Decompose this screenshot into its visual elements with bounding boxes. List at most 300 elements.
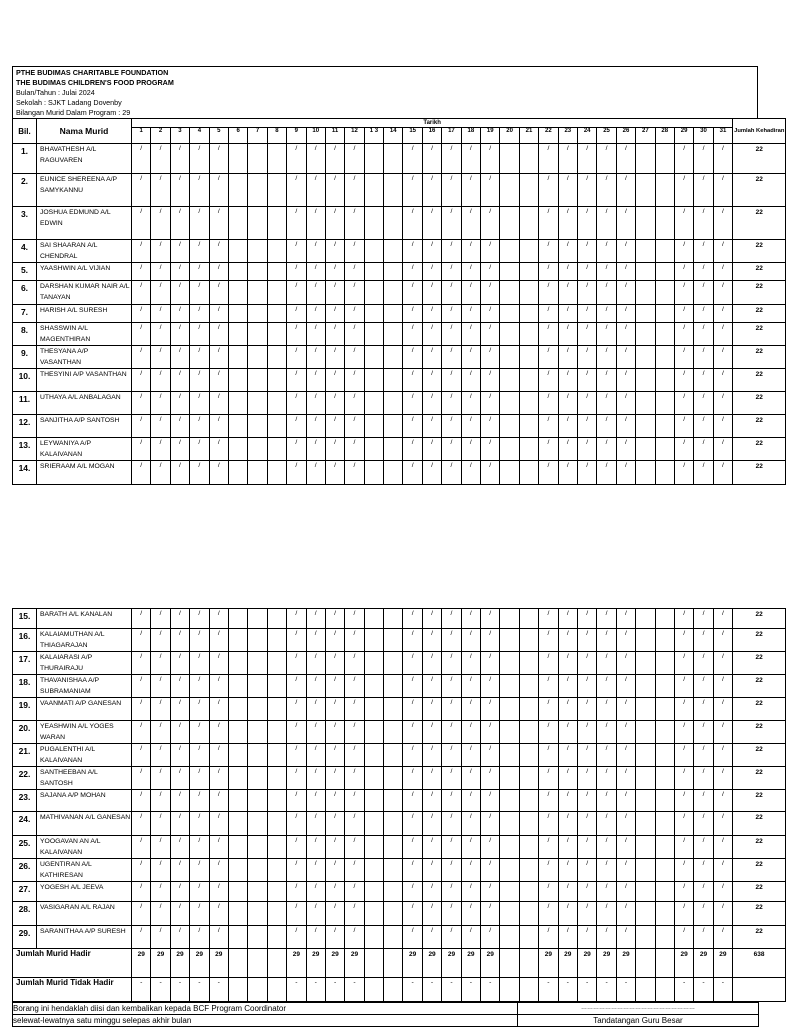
day-header: 12 <box>345 128 364 144</box>
attendance-cell-day-5: / <box>209 790 228 812</box>
attendance-cell-day-13 <box>364 882 383 902</box>
attendance-cell-day-7 <box>248 721 267 744</box>
attendance-cell-day-21 <box>519 698 538 721</box>
attendance-cell-day-16: / <box>422 629 441 652</box>
form-header <box>12 66 758 118</box>
attendance-cell-day-28 <box>655 369 674 392</box>
attendance-cell-day-13 <box>364 438 383 461</box>
attendance-cell-day-28 <box>655 652 674 675</box>
attendance-cell-day-10: / <box>306 144 325 174</box>
student-row <box>13 698 786 721</box>
attendance-cell-day-13 <box>364 926 383 949</box>
attendance-cell-day-19: / <box>481 392 500 415</box>
student-name: THAVANISHAA A/P SUBRAMANIAM <box>37 675 132 698</box>
attendance-cell-day-6 <box>228 346 247 369</box>
attendance-cell-day-7 <box>248 882 267 902</box>
student-name: KALAIARASI A/P THURAIRAJU <box>37 652 132 675</box>
attendance-cell-day-13 <box>364 675 383 698</box>
attendance-cell-day-11: / <box>325 790 344 812</box>
attendance-cell-day-15: / <box>403 675 422 698</box>
attendance-cell-day-8 <box>267 369 286 392</box>
attendance-cell-day-1: / <box>132 461 151 485</box>
attendance-cell-day-13 <box>364 415 383 438</box>
attendance-cell-day-13 <box>364 652 383 675</box>
attendance-cell-day-17: / <box>442 767 461 790</box>
attendance-cell-day-20 <box>500 926 519 949</box>
absent-count-day-16: - <box>422 978 441 1002</box>
attendance-cell-day-14 <box>384 369 403 392</box>
attendance-cell-day-4: / <box>190 263 209 281</box>
attendance-cell-day-4: / <box>190 812 209 836</box>
attendance-cell-day-7 <box>248 926 267 949</box>
attendance-cell-day-31: / <box>713 767 732 790</box>
attendance-cell-day-4: / <box>190 926 209 949</box>
attendance-cell-day-28 <box>655 281 674 305</box>
attendance-cell-day-16: / <box>422 263 441 281</box>
attendance-total: 22 <box>733 207 786 240</box>
attendance-cell-day-8 <box>267 629 286 652</box>
attendance-cell-day-8 <box>267 767 286 790</box>
attendance-cell-day-10: / <box>306 207 325 240</box>
attendance-cell-day-27 <box>636 369 655 392</box>
attendance-cell-day-23: / <box>558 652 577 675</box>
attendance-cell-day-4: / <box>190 675 209 698</box>
attendance-cell-day-22: / <box>539 346 558 369</box>
attendance-cell-day-11: / <box>325 207 344 240</box>
attendance-cell-day-26: / <box>616 859 635 882</box>
attendance-cell-day-24: / <box>577 323 596 346</box>
attendance-cell-day-5: / <box>209 767 228 790</box>
attendance-cell-day-10: / <box>306 652 325 675</box>
attendance-cell-day-3: / <box>170 263 189 281</box>
student-number: 15. <box>13 609 37 629</box>
attendance-cell-day-8 <box>267 675 286 698</box>
attendance-cell-day-30: / <box>694 369 713 392</box>
attendance-cell-day-23: / <box>558 174 577 207</box>
attendance-cell-day-25: / <box>597 369 616 392</box>
attendance-cell-day-3: / <box>170 305 189 323</box>
attendance-cell-day-7 <box>248 744 267 767</box>
attendance-cell-day-23: / <box>558 323 577 346</box>
attendance-cell-day-25: / <box>597 207 616 240</box>
attendance-cell-day-12: / <box>345 281 364 305</box>
attendance-cell-day-23: / <box>558 346 577 369</box>
attendance-cell-day-2: / <box>151 323 170 346</box>
attendance-cell-day-15: / <box>403 369 422 392</box>
attendance-cell-day-11: / <box>325 859 344 882</box>
attendance-cell-day-21 <box>519 461 538 485</box>
attendance-cell-day-26: / <box>616 392 635 415</box>
attendance-cell-day-12: / <box>345 926 364 949</box>
day-header: 27 <box>636 128 655 144</box>
attendance-cell-day-7 <box>248 144 267 174</box>
attendance-cell-day-29: / <box>674 698 693 721</box>
attendance-cell-day-25: / <box>597 902 616 926</box>
attendance-cell-day-18: / <box>461 461 480 485</box>
attendance-cell-day-17: / <box>442 902 461 926</box>
attendance-cell-day-4: / <box>190 767 209 790</box>
attendance-cell-day-27 <box>636 438 655 461</box>
attendance-cell-day-13 <box>364 902 383 926</box>
absent-count-day-22: - <box>539 978 558 1002</box>
attendance-cell-day-6 <box>228 767 247 790</box>
present-count-day-28 <box>655 949 674 978</box>
attendance-cell-day-16: / <box>422 812 441 836</box>
attendance-cell-day-26: / <box>616 144 635 174</box>
attendance-cell-day-1: / <box>132 323 151 346</box>
attendance-cell-day-2: / <box>151 240 170 263</box>
day-header: 25 <box>597 128 616 144</box>
present-count-day-8 <box>267 949 286 978</box>
attendance-cell-day-18: / <box>461 240 480 263</box>
attendance-cell-day-7 <box>248 207 267 240</box>
attendance-cell-day-14 <box>384 461 403 485</box>
attendance-cell-day-18: / <box>461 652 480 675</box>
day-header: 23 <box>558 128 577 144</box>
attendance-cell-day-19: / <box>481 926 500 949</box>
day-header: 17 <box>442 128 461 144</box>
attendance-cell-day-26: / <box>616 438 635 461</box>
attendance-cell-day-15: / <box>403 629 422 652</box>
attendance-cell-day-9: / <box>287 263 306 281</box>
attendance-cell-day-7 <box>248 174 267 207</box>
attendance-cell-day-9: / <box>287 744 306 767</box>
attendance-cell-day-5: / <box>209 207 228 240</box>
student-number: 16. <box>13 629 37 652</box>
attendance-cell-day-21 <box>519 415 538 438</box>
attendance-cell-day-21 <box>519 902 538 926</box>
attendance-cell-day-3: / <box>170 323 189 346</box>
attendance-cell-day-18: / <box>461 263 480 281</box>
attendance-cell-day-1: / <box>132 698 151 721</box>
attendance-cell-day-29: / <box>674 369 693 392</box>
present-count-day-25: 29 <box>597 949 616 978</box>
attendance-cell-day-29: / <box>674 926 693 949</box>
attendance-cell-day-16: / <box>422 698 441 721</box>
attendance-cell-day-13 <box>364 346 383 369</box>
attendance-cell-day-21 <box>519 882 538 902</box>
attendance-cell-day-10: / <box>306 812 325 836</box>
attendance-cell-day-16: / <box>422 652 441 675</box>
attendance-cell-day-19: / <box>481 790 500 812</box>
present-count-day-6 <box>228 949 247 978</box>
attendance-cell-day-15: / <box>403 323 422 346</box>
attendance-cell-day-22: / <box>539 305 558 323</box>
attendance-cell-day-20 <box>500 698 519 721</box>
attendance-cell-day-25: / <box>597 812 616 836</box>
attendance-cell-day-20 <box>500 369 519 392</box>
student-row <box>13 207 786 240</box>
attendance-cell-day-12: / <box>345 392 364 415</box>
attendance-cell-day-31: / <box>713 207 733 240</box>
attendance-cell-day-2: / <box>151 882 170 902</box>
present-count-day-4: 29 <box>190 949 209 978</box>
attendance-cell-day-16: / <box>422 369 441 392</box>
attendance-cell-day-19: / <box>481 281 500 305</box>
attendance-cell-day-22: / <box>539 240 558 263</box>
attendance-cell-day-14 <box>384 263 403 281</box>
attendance-cell-day-15: / <box>403 281 422 305</box>
attendance-cell-day-11: / <box>325 438 344 461</box>
attendance-cell-day-12: / <box>345 369 364 392</box>
attendance-total: 22 <box>733 346 786 369</box>
attendance-cell-day-24: / <box>577 207 596 240</box>
absent-count-day-12: - <box>345 978 364 1002</box>
attendance-cell-day-8 <box>267 144 286 174</box>
attendance-cell-day-3: / <box>170 859 189 882</box>
attendance-cell-day-21 <box>519 767 538 790</box>
attendance-total: 22 <box>733 902 786 926</box>
attendance-cell-day-4: / <box>190 415 209 438</box>
attendance-cell-day-1: / <box>132 346 151 369</box>
attendance-cell-day-28 <box>655 438 674 461</box>
attendance-cell-day-20 <box>500 461 519 485</box>
day-header: 9 <box>287 128 306 144</box>
attendance-cell-day-17: / <box>442 415 461 438</box>
attendance-cell-day-15: / <box>403 609 422 629</box>
attendance-cell-day-17: / <box>442 698 461 721</box>
attendance-cell-day-21 <box>519 144 538 174</box>
attendance-cell-day-17: / <box>442 305 461 323</box>
attendance-cell-day-23: / <box>558 767 577 790</box>
attendance-cell-day-27 <box>636 144 655 174</box>
attendance-cell-day-19: / <box>481 836 500 859</box>
absent-count-day-31: - <box>713 978 732 1002</box>
attendance-cell-day-5: / <box>209 609 228 629</box>
attendance-cell-day-28 <box>655 207 674 240</box>
attendance-cell-day-24: / <box>577 281 596 305</box>
attendance-cell-day-12: / <box>345 812 364 836</box>
attendance-cell-day-5: / <box>209 698 228 721</box>
attendance-cell-day-21 <box>519 812 538 836</box>
attendance-cell-day-22: / <box>539 263 558 281</box>
attendance-cell-day-25: / <box>597 652 616 675</box>
attendance-cell-day-20 <box>500 790 519 812</box>
student-row <box>13 744 786 767</box>
attendance-cell-day-27 <box>636 461 655 485</box>
attendance-cell-day-7 <box>248 652 267 675</box>
present-count-day-3: 29 <box>170 949 189 978</box>
summary-row-present <box>13 949 786 978</box>
attendance-cell-day-3: / <box>170 346 189 369</box>
attendance-cell-day-7 <box>248 305 267 323</box>
attendance-cell-day-16: / <box>422 902 441 926</box>
attendance-cell-day-3: / <box>170 609 189 629</box>
attendance-cell-day-30: / <box>694 882 713 902</box>
attendance-cell-day-18: / <box>461 744 480 767</box>
attendance-cell-day-10: / <box>306 629 325 652</box>
attendance-cell-day-7 <box>248 629 267 652</box>
attendance-cell-day-2: / <box>151 698 170 721</box>
attendance-cell-day-17: / <box>442 790 461 812</box>
attendance-cell-day-24: / <box>577 790 596 812</box>
student-row <box>13 902 786 926</box>
attendance-cell-day-31: / <box>713 836 732 859</box>
attendance-cell-day-20 <box>500 767 519 790</box>
attendance-cell-day-6 <box>228 790 247 812</box>
attendance-cell-day-5: / <box>209 174 228 207</box>
student-row <box>13 767 786 790</box>
attendance-cell-day-20 <box>500 323 519 346</box>
attendance-cell-day-20 <box>500 263 519 281</box>
footer-note-1: Borang ini hendaklah diisi dan kembalikan kepada BCF Program Coordinator <box>13 1003 518 1015</box>
attendance-cell-day-30: / <box>694 144 713 174</box>
attendance-cell-day-21 <box>519 369 538 392</box>
attendance-cell-day-30: / <box>694 836 713 859</box>
attendance-cell-day-12: / <box>345 174 364 207</box>
attendance-cell-day-29: / <box>674 790 693 812</box>
attendance-cell-day-14 <box>384 926 403 949</box>
day-header: 3 <box>170 128 189 144</box>
attendance-cell-day-23: / <box>558 392 577 415</box>
present-count-day-24: 29 <box>577 949 596 978</box>
attendance-cell-day-6 <box>228 323 247 346</box>
attendance-cell-day-4: / <box>190 744 209 767</box>
attendance-cell-day-26: / <box>616 812 635 836</box>
attendance-total: 22 <box>733 392 786 415</box>
attendance-cell-day-16: / <box>422 281 441 305</box>
attendance-cell-day-31: / <box>713 790 732 812</box>
student-number: 9. <box>13 346 37 369</box>
attendance-cell-day-25: / <box>597 263 616 281</box>
student-row <box>13 721 786 744</box>
absent-count-day-20 <box>500 978 519 1002</box>
attendance-cell-day-19: / <box>481 144 500 174</box>
student-name: SANJITHA A/P SANTOSH <box>37 415 132 438</box>
student-number: 18. <box>13 675 37 698</box>
attendance-cell-day-6 <box>228 207 247 240</box>
attendance-cell-day-9: / <box>287 882 306 902</box>
attendance-cell-day-31: / <box>713 346 733 369</box>
attendance-cell-day-5: / <box>209 415 228 438</box>
attendance-cell-day-2: / <box>151 652 170 675</box>
attendance-cell-day-10: / <box>306 305 325 323</box>
attendance-cell-day-9: / <box>287 721 306 744</box>
attendance-cell-day-15: / <box>403 698 422 721</box>
attendance-cell-day-10: / <box>306 415 325 438</box>
attendance-cell-day-27 <box>636 174 655 207</box>
attendance-cell-day-1: / <box>132 675 151 698</box>
attendance-cell-day-30: / <box>694 721 713 744</box>
attendance-cell-day-3: / <box>170 767 189 790</box>
attendance-cell-day-10: / <box>306 790 325 812</box>
attendance-cell-day-8 <box>267 392 286 415</box>
attendance-cell-day-27 <box>636 240 655 263</box>
attendance-cell-day-25: / <box>597 461 616 485</box>
attendance-cell-day-19: / <box>481 461 500 485</box>
student-name: SAI SHAARAN A/L CHENDRAL <box>37 240 132 263</box>
attendance-cell-day-23: / <box>558 438 577 461</box>
attendance-cell-day-30: / <box>694 790 713 812</box>
attendance-cell-day-16: / <box>422 790 441 812</box>
attendance-cell-day-29: / <box>674 767 693 790</box>
day-header: 2 <box>151 128 170 144</box>
attendance-cell-day-20 <box>500 609 519 629</box>
attendance-cell-day-30: / <box>694 859 713 882</box>
attendance-cell-day-6 <box>228 392 247 415</box>
attendance-cell-day-21 <box>519 174 538 207</box>
attendance-cell-day-19: / <box>481 767 500 790</box>
attendance-cell-day-11: / <box>325 415 344 438</box>
attendance-cell-day-16: / <box>422 609 441 629</box>
student-number: 4. <box>13 240 37 263</box>
attendance-cell-day-15: / <box>403 174 422 207</box>
attendance-cell-day-26: / <box>616 415 635 438</box>
attendance-cell-day-16: / <box>422 346 441 369</box>
attendance-cell-day-2: / <box>151 305 170 323</box>
attendance-cell-day-19: / <box>481 698 500 721</box>
attendance-cell-day-20 <box>500 902 519 926</box>
attendance-cell-day-31: / <box>713 902 732 926</box>
attendance-cell-day-15: / <box>403 652 422 675</box>
day-header: 19 <box>481 128 500 144</box>
attendance-cell-day-31: / <box>713 263 733 281</box>
attendance-cell-day-12: / <box>345 305 364 323</box>
attendance-cell-day-27 <box>636 926 655 949</box>
attendance-cell-day-1: / <box>132 240 151 263</box>
student-number: 27. <box>13 882 37 902</box>
attendance-cell-day-6 <box>228 859 247 882</box>
attendance-cell-day-14 <box>384 240 403 263</box>
attendance-cell-day-10: / <box>306 721 325 744</box>
attendance-total: 22 <box>733 369 786 392</box>
day-header: 24 <box>577 128 596 144</box>
student-name: PUGALENTHI A/L KALAIVANAN <box>37 744 132 767</box>
attendance-cell-day-5: / <box>209 369 228 392</box>
attendance-cell-day-16: / <box>422 859 441 882</box>
attendance-cell-day-23: / <box>558 144 577 174</box>
attendance-cell-day-26: / <box>616 902 635 926</box>
attendance-cell-day-18: / <box>461 392 480 415</box>
attendance-cell-day-27 <box>636 281 655 305</box>
present-count-day-10: 29 <box>306 949 325 978</box>
attendance-cell-day-23: / <box>558 790 577 812</box>
attendance-cell-day-9: / <box>287 767 306 790</box>
attendance-cell-day-10: / <box>306 767 325 790</box>
present-count-day-18: 29 <box>461 949 480 978</box>
student-number: 14. <box>13 461 37 485</box>
present-grand-total: 638 <box>733 949 786 978</box>
attendance-cell-day-23: / <box>558 263 577 281</box>
attendance-cell-day-30: / <box>694 629 713 652</box>
attendance-cell-day-29: / <box>674 346 693 369</box>
attendance-cell-day-3: / <box>170 240 189 263</box>
attendance-cell-day-6 <box>228 240 247 263</box>
student-name: UGENTIRAN A/L KATHIRESAN <box>37 859 132 882</box>
attendance-cell-day-27 <box>636 305 655 323</box>
attendance-cell-day-12: / <box>345 346 364 369</box>
attendance-cell-day-20 <box>500 882 519 902</box>
attendance-cell-day-4: / <box>190 281 209 305</box>
student-count: Bilangan Murid Dalam Program : 29 <box>16 108 131 117</box>
attendance-cell-day-20 <box>500 629 519 652</box>
attendance-cell-day-26: / <box>616 609 635 629</box>
attendance-cell-day-4: / <box>190 174 209 207</box>
attendance-cell-day-4: / <box>190 346 209 369</box>
attendance-cell-day-4: / <box>190 721 209 744</box>
attendance-cell-day-11: / <box>325 744 344 767</box>
attendance-cell-day-4: / <box>190 369 209 392</box>
attendance-cell-day-11: / <box>325 263 344 281</box>
attendance-total: 22 <box>733 790 786 812</box>
attendance-cell-day-3: / <box>170 812 189 836</box>
attendance-cell-day-1: / <box>132 836 151 859</box>
attendance-cell-day-5: / <box>209 305 228 323</box>
attendance-cell-day-1: / <box>132 812 151 836</box>
attendance-cell-day-12: / <box>345 744 364 767</box>
attendance-cell-day-3: / <box>170 629 189 652</box>
attendance-cell-day-2: / <box>151 836 170 859</box>
